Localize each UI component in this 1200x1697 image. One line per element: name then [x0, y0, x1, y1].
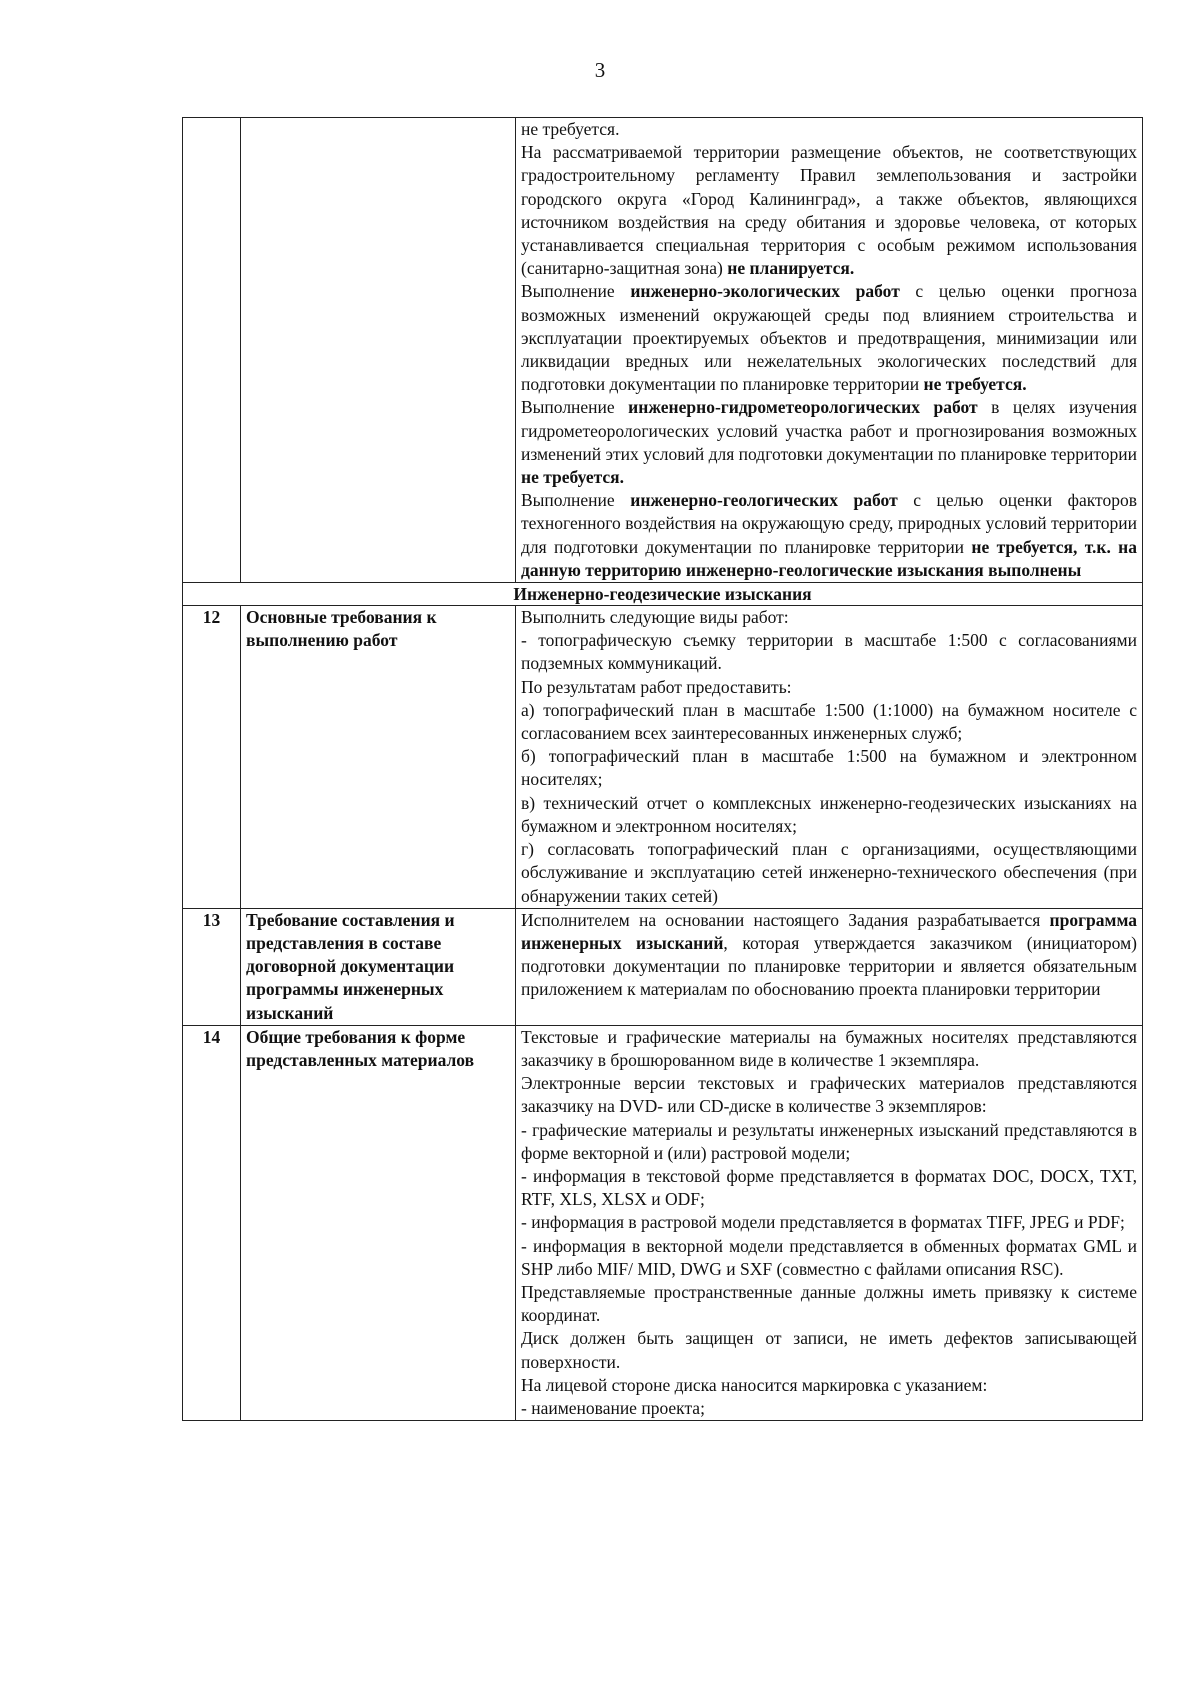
bold-text: инженерно-геологических работ — [630, 490, 898, 511]
text-run: г) согласовать топографический план с организациями, осуществляющими обслуживание и эксплуатацию сетей инженерно-технического обеспечения (при обнаружении таких сетей) — [521, 839, 1137, 906]
paragraph — [521, 1211, 1137, 1234]
table-row — [183, 908, 1143, 1025]
table-row — [183, 606, 1143, 909]
bold-text: не требуется. — [521, 467, 625, 488]
paragraph-list — [521, 1026, 1137, 1420]
text-run: - информация в растровой модели представляется в форматах TIFF, JPEG и PDF; — [521, 1212, 1125, 1233]
row-title: Требование составления и представления в составе договорной документации программы инженерных изысканий — [241, 908, 516, 1025]
requirements-table — [182, 117, 1143, 1421]
text-run: Выполнение — [521, 397, 629, 418]
text-run: в целях изучения гидрометеорологических условий участка работ и прогнозирования возможных изменений этих условий для подготовки документации по планировке территории — [521, 397, 1137, 464]
page-number: 3 — [594, 58, 606, 82]
text-run: Диск должен быть защищен от записи, не иметь дефектов записывающей поверхности. — [521, 1328, 1137, 1372]
paragraph — [521, 676, 1137, 699]
text-run: Электронные версии текстовых и графических материалов представляются заказчику на DVD- или CD-диске в количестве 3 экземпляров: — [521, 1073, 1137, 1117]
text-run: б) топографический план в масштабе 1:500 на бумажном и электронном носителях; — [521, 746, 1137, 790]
row-title: Общие требования к форме представленных материалов — [241, 1025, 516, 1420]
paragraph — [521, 909, 1137, 1002]
paragraph — [521, 1235, 1137, 1281]
text-run: - информация в текстовой форме представляется в форматах DOC, DOCX, TXT, RTF, XLS, XLSX и ODF; — [521, 1165, 1137, 1210]
paragraph-list — [521, 909, 1137, 1002]
paragraph — [521, 1072, 1137, 1118]
paragraph — [521, 1026, 1137, 1072]
paragraph — [521, 280, 1137, 396]
paragraph — [521, 118, 1137, 141]
section-header: Инженерно-геодезические изыскания — [183, 583, 1143, 606]
paragraph — [521, 1397, 1137, 1420]
bold-text: инженерно-экологических работ — [630, 281, 900, 302]
paragraph — [521, 745, 1137, 791]
bold-text: программа инженерных изысканий — [521, 909, 1137, 953]
paragraph — [521, 1327, 1137, 1373]
text-run: На рассматриваемой территории размещение объектов, не соответствующих градостроительному регламенту Правил землепользования и застройки городского округа «Город Калининград», а также объектов, являющихся источником воздействия на среду обитания и здоровье человека, от которых устанавливается специальная территория с особым режимом использования (санитарно-защитная зона) — [521, 142, 1137, 279]
paragraph — [521, 792, 1137, 838]
table-row-continuation — [183, 118, 1143, 583]
text-run: Выполнение — [521, 281, 631, 302]
continuation-content — [516, 118, 1143, 583]
bold-text: не требуется, т.к. на данную территорию инженерно-геологические изыскания выполнены — [521, 536, 1137, 580]
paragraph — [521, 396, 1137, 489]
section-header-row — [183, 583, 1143, 606]
paragraph — [521, 1119, 1137, 1165]
row-content — [516, 606, 1143, 909]
text-run: - топографическую съемку территории в масштабе 1:500 с согласованиями подземных коммуникаций. — [521, 630, 1137, 674]
table-row — [183, 1025, 1143, 1420]
row-number: 14 — [183, 1025, 241, 1420]
bold-text: инженерно-гидрометеорологических работ — [628, 397, 978, 418]
text-run: - графические материалы и результаты инженерных изысканий представляются в форме векторной и (или) растровой модели; — [521, 1119, 1137, 1163]
text-run: Выполнить следующие виды работ: — [521, 607, 789, 628]
text-run: не требуется. — [521, 119, 620, 139]
row-number: 13 — [183, 908, 241, 1025]
text-run: в) технический отчет о комплексных инженерно-геодезических изысканиях на бумажном и электронном носителях; — [521, 792, 1137, 836]
text-run: По результатам работ предоставить: — [521, 676, 792, 697]
text-run: , которая утверждается заказчиком (инициатором) подготовки документации по планировке территории и является обязательным приложением к материалам по обоснованию проекта планировки территории — [521, 932, 1137, 1000]
text-run: с целью оценки прогноза возможных изменений окружающей среды под влиянием строительства и эксплуатации проектируемых объектов и предотвращения, минимизации или ликвидации вредных или нежелательных экологических последствий для подготовки документации по планировке территории — [521, 281, 1137, 395]
row-number: 12 — [183, 606, 241, 909]
paragraph — [521, 1374, 1137, 1397]
paragraph — [521, 1165, 1137, 1211]
text-run: - наименование проекта; — [521, 1397, 705, 1418]
paragraph — [521, 699, 1137, 745]
paragraph — [521, 838, 1137, 908]
paragraph-list — [521, 118, 1137, 582]
paragraph-list — [521, 606, 1137, 908]
bold-text: не планируется. — [727, 258, 855, 279]
text-run: Текстовые и графические материалы на бумажных носителях представляются заказчику в брошюрованном виде в количестве 1 экземпляра. — [521, 1026, 1137, 1070]
text-run: Исполнителем на основании настоящего Задания разрабатывается — [521, 909, 1050, 930]
row-content — [516, 908, 1143, 1025]
text-run: На лицевой стороне диска наносится маркировка с указанием: — [521, 1374, 988, 1395]
text-run: Выполнение — [521, 490, 631, 511]
row-content — [516, 1025, 1143, 1420]
paragraph — [521, 629, 1137, 675]
text-run: а) топографический план в масштабе 1:500 (1:1000) на бумажном носителе с согласованием всех заинтересованных инженерных служб; — [521, 699, 1137, 744]
text-run: с целью оценки факторов техногенного воздействия на окружающую среду, природных условий территории для подготовки документации по планировке территории — [521, 490, 1137, 557]
text-run: Представляемые пространственные данные должны иметь привязку к системе координат. — [521, 1281, 1137, 1326]
text-run: - информация в векторной модели представляется в обменных форматах GML и SHP либо MIF/ MID, DWG и SXF (совместно с файлами описания RSC). — [521, 1235, 1137, 1279]
paragraph — [521, 489, 1137, 582]
bold-text: не требуется. — [923, 374, 1027, 395]
paragraph — [521, 606, 1137, 629]
row-title: Основные требования к выполнению работ — [241, 606, 516, 909]
paragraph — [521, 1281, 1137, 1327]
paragraph — [521, 141, 1137, 280]
